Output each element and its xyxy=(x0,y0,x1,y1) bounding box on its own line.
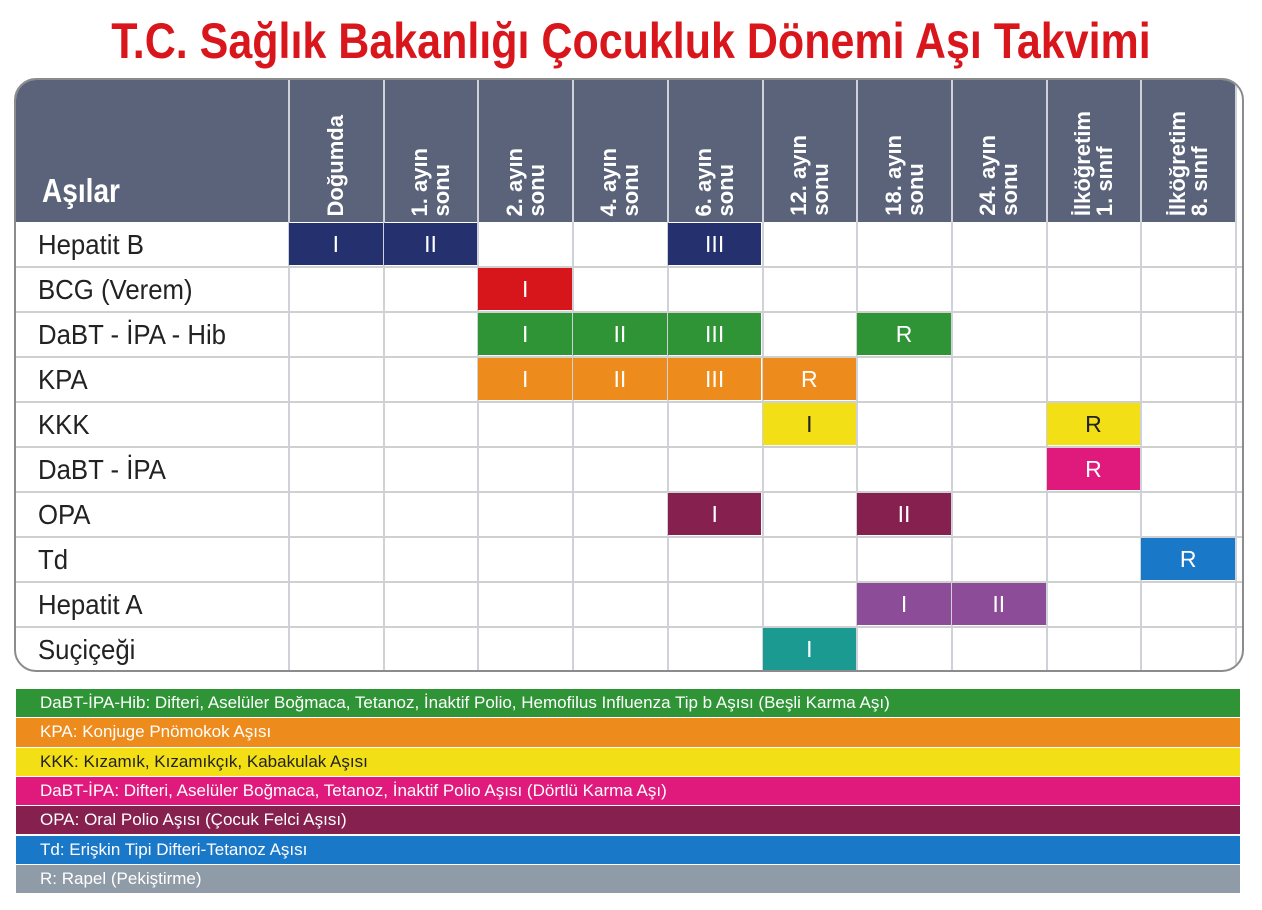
legend-item: KPA: Konjuge Pnömokok Aşısı xyxy=(16,718,1240,746)
header-column-label: Doğumda xyxy=(323,114,349,216)
header-column-1 xyxy=(384,80,479,222)
dose-cell: II xyxy=(573,313,667,355)
legend-item: OPA: Oral Polio Aşısı (Çocuk Felci Aşısı) xyxy=(16,806,1240,834)
header-column-label: 12. ayın sonu xyxy=(785,135,833,216)
dose-cell: III xyxy=(668,223,762,265)
header-column-label: 4. ayın sonu xyxy=(596,147,644,216)
grid-column-divider xyxy=(288,80,290,672)
header-column-label: 2. ayın sonu xyxy=(501,147,549,216)
header-column-4 xyxy=(668,80,763,222)
page-title: T.C. Sağlık Bakanlığı Çocukluk Dönemi Aşı Takvimi xyxy=(111,13,1151,69)
dose-cell: III xyxy=(668,358,762,400)
grid-column-divider xyxy=(1140,80,1142,672)
header-column-label: 18. ayın sonu xyxy=(880,135,928,216)
dose-cell: II xyxy=(384,223,478,265)
header-column-label: İlköğretim 8. sınıf xyxy=(1164,110,1212,216)
dose-cell: R xyxy=(763,358,857,400)
dose-cell: I xyxy=(763,403,857,445)
grid-column-divider xyxy=(1046,80,1048,672)
header-column-7 xyxy=(952,80,1047,222)
header-column-label: 1. ayın sonu xyxy=(407,147,455,216)
dose-cell: R xyxy=(1141,538,1235,580)
header-vaccines-label: Aşılar xyxy=(42,172,120,209)
dose-cell: R xyxy=(1047,448,1141,490)
vaccine-name: KKK xyxy=(38,409,90,440)
dose-cell: I xyxy=(668,493,762,535)
header-column-2 xyxy=(478,80,573,222)
dose-cell: R xyxy=(1047,403,1141,445)
dose-cell: III xyxy=(668,313,762,355)
dose-cell: I xyxy=(478,358,572,400)
dose-cell: I xyxy=(478,268,572,310)
vaccine-name: Suçiçeği xyxy=(38,634,136,665)
vaccine-name: BCG (Verem) xyxy=(38,274,193,305)
grid-row-divider xyxy=(16,491,1244,493)
header-column-label: 24. ayın sonu xyxy=(975,135,1023,216)
header-column-8 xyxy=(1047,80,1142,222)
dose-cell: I xyxy=(763,628,857,670)
legend-item: DaBT-İPA: Difteri, Aselüler Boğmaca, Tetanoz, İnaktif Polio Aşısı (Dörtlü Karma Aşı) xyxy=(16,777,1240,805)
vaccine-schedule-table xyxy=(14,78,1244,672)
grid-row-divider xyxy=(16,581,1244,583)
dose-cell: I xyxy=(478,313,572,355)
grid-row-divider xyxy=(16,536,1244,538)
vaccine-name: Hepatit B xyxy=(38,229,144,260)
dose-cell: II xyxy=(952,583,1046,625)
header-column-5 xyxy=(763,80,858,222)
dose-cell: I xyxy=(289,223,383,265)
vaccine-name: Hepatit A xyxy=(38,589,143,620)
grid-row-divider xyxy=(16,626,1244,628)
dose-cell: R xyxy=(857,313,951,355)
legend-item: KKK: Kızamık, Kızamıkçık, Kabakulak Aşısı xyxy=(16,748,1240,776)
vaccine-name: DaBT - İPA xyxy=(38,454,166,485)
header-column-3 xyxy=(573,80,668,222)
header-column-label: 6. ayın sonu xyxy=(691,147,739,216)
vaccine-name: OPA xyxy=(38,499,91,530)
dose-cell: I xyxy=(857,583,951,625)
header-column-6 xyxy=(857,80,952,222)
grid-column-divider xyxy=(383,80,385,672)
header-column-9 xyxy=(1141,80,1236,222)
legend-item: R: Rapel (Pekiştirme) xyxy=(16,865,1240,893)
vaccine-name: KPA xyxy=(38,364,88,395)
dose-cell: II xyxy=(573,358,667,400)
vaccine-name: Td xyxy=(38,544,69,575)
dose-cell: II xyxy=(857,493,951,535)
grid-column-divider xyxy=(1235,80,1237,672)
header-vaccines-cell xyxy=(16,80,289,222)
vaccine-name: DaBT - İPA - Hib xyxy=(38,319,227,350)
header-column-label: İlköğretim 1. sınıf xyxy=(1069,110,1117,216)
legend-item: DaBT-İPA-Hib: Difteri, Aselüler Boğmaca, Tetanoz, İnaktif Polio, Hemofilus Influenza Tip b Aşısı (Beşli Karma Aşı) xyxy=(16,689,1240,717)
legend-item: Td: Erişkin Tipi Difteri-Tetanoz Aşısı xyxy=(16,836,1240,864)
grid-row-divider xyxy=(16,266,1244,268)
header-column-0 xyxy=(289,80,384,222)
